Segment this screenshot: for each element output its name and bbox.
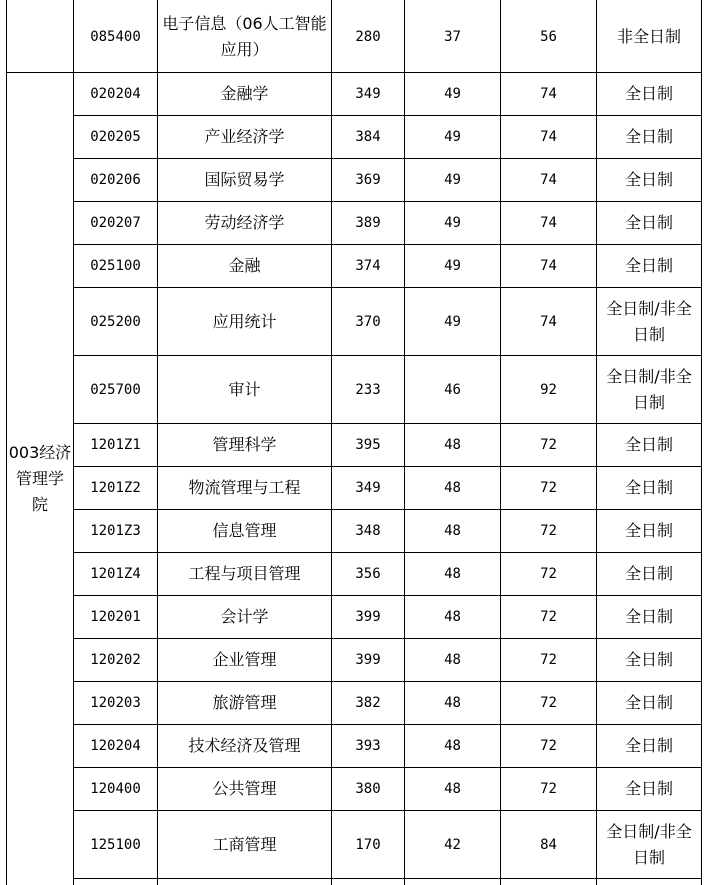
major-name <box>158 596 331 638</box>
single-subject-score-2-text: 72 <box>540 738 557 754</box>
major-code-text: 020204 <box>90 86 141 102</box>
major-code <box>74 639 157 681</box>
single-subject-score-1-text: 49 <box>444 258 461 274</box>
single-subject-score-1 <box>405 288 500 355</box>
single-subject-score-2-text: 72 <box>540 781 557 797</box>
single-subject-score-1-text: 48 <box>444 738 461 754</box>
single-subject-score-2-text: 72 <box>540 652 557 668</box>
study-mode-text: 全日制 <box>624 478 673 497</box>
major-name <box>158 356 331 423</box>
single-subject-score-1 <box>405 424 500 466</box>
major-name <box>158 553 331 595</box>
study-mode <box>597 73 701 115</box>
single-subject-score-1-text: 48 <box>444 652 461 668</box>
single-subject-score-2 <box>501 467 596 509</box>
study-mode <box>597 596 701 638</box>
study-mode <box>597 288 701 355</box>
single-subject-score-1-text: 48 <box>444 480 461 496</box>
major-code <box>74 356 157 423</box>
top-row-name <box>158 1 331 72</box>
major-code <box>74 510 157 552</box>
study-mode-text: 全日制 <box>624 170 673 189</box>
major-code-text: 1201Z1 <box>90 437 141 453</box>
single-subject-score-2-text: 72 <box>540 523 557 539</box>
single-subject-score-1-text: 49 <box>444 172 461 188</box>
single-subject-score-1 <box>405 202 500 244</box>
single-subject-score-1 <box>405 245 500 287</box>
single-subject-score-1 <box>405 356 500 423</box>
major-code <box>74 202 157 244</box>
study-mode-text: 日制 <box>632 324 665 344</box>
study-mode <box>597 245 701 287</box>
major-name <box>158 159 331 201</box>
major-name <box>158 288 331 355</box>
top-row-score <box>332 1 404 72</box>
single-subject-score-1 <box>405 768 500 810</box>
total-score-text: 349 <box>355 480 381 496</box>
single-subject-score-1 <box>405 467 500 509</box>
major-code <box>74 596 157 638</box>
total-score-text: 349 <box>355 86 381 102</box>
single-subject-score-2 <box>501 639 596 681</box>
major-code <box>74 811 157 878</box>
study-mode-text: 全日制 <box>624 779 673 798</box>
single-subject-score-2 <box>501 116 596 158</box>
major-name <box>158 510 331 552</box>
major-name <box>158 202 331 244</box>
single-subject-score-2-text: 72 <box>540 566 557 582</box>
major-name <box>158 73 331 115</box>
total-score <box>332 159 404 201</box>
single-subject-score-2 <box>501 159 596 201</box>
college-name-cell-text: 院 <box>31 495 48 514</box>
study-mode <box>597 768 701 810</box>
study-mode-text: 全日制 <box>624 564 673 583</box>
top-row-score-text: 280 <box>355 28 381 45</box>
major-code <box>74 159 157 201</box>
study-mode <box>597 553 701 595</box>
major-name-text: 工商管理 <box>212 834 277 854</box>
major-code <box>74 725 157 767</box>
study-mode <box>597 424 701 466</box>
single-subject-score-2-text: 72 <box>540 437 557 453</box>
single-subject-score-1-text: 48 <box>444 437 461 453</box>
total-score <box>332 73 404 115</box>
single-subject-score-2-text: 74 <box>540 215 557 231</box>
single-subject-score-1 <box>405 682 500 724</box>
total-score <box>332 768 404 810</box>
total-score <box>332 639 404 681</box>
major-name <box>158 467 331 509</box>
major-code <box>74 424 157 466</box>
major-name-text: 金融 <box>228 256 261 275</box>
single-subject-score-1-text: 48 <box>444 609 461 625</box>
single-subject-score-1-text: 49 <box>444 313 461 330</box>
top-row-code <box>74 1 157 72</box>
single-subject-score-2 <box>501 768 596 810</box>
total-score <box>332 424 404 466</box>
major-code <box>74 245 157 287</box>
major-name-text: 物流管理与工程 <box>188 478 301 497</box>
total-score-text: 382 <box>355 695 381 711</box>
total-score <box>332 725 404 767</box>
major-code <box>74 553 157 595</box>
single-subject-score-1 <box>405 725 500 767</box>
major-code-text: 1201Z2 <box>90 480 141 496</box>
single-subject-score-1 <box>405 811 500 878</box>
single-subject-score-2-text: 72 <box>540 480 557 496</box>
single-subject-score-1 <box>405 116 500 158</box>
study-mode <box>597 116 701 158</box>
single-subject-score-2 <box>501 682 596 724</box>
major-name-text: 管理科学 <box>212 435 277 454</box>
major-name-text: 金融学 <box>220 84 269 103</box>
single-subject-score-2-text: 74 <box>540 313 557 330</box>
study-mode-text: 全日制/非全 <box>606 298 692 318</box>
single-subject-score-1-text: 49 <box>444 215 461 231</box>
major-name <box>158 682 331 724</box>
major-code-text: 120203 <box>90 695 141 711</box>
study-mode-text: 全日制 <box>624 650 673 669</box>
major-name-text: 技术经济及管理 <box>188 736 301 755</box>
major-code-text: 120204 <box>90 738 141 754</box>
single-subject-score-1-text: 48 <box>444 523 461 539</box>
total-score <box>332 553 404 595</box>
single-subject-score-2-text: 84 <box>540 836 557 853</box>
study-mode-text: 日制 <box>632 847 665 867</box>
top-row-col5 <box>501 1 596 72</box>
single-subject-score-1 <box>405 596 500 638</box>
total-score <box>332 245 404 287</box>
major-code <box>74 73 157 115</box>
single-subject-score-2-text: 92 <box>540 381 557 398</box>
study-mode-text: 全日制 <box>624 256 673 275</box>
major-name <box>158 725 331 767</box>
single-subject-score-2 <box>501 596 596 638</box>
single-subject-score-1-text: 49 <box>444 129 461 145</box>
single-subject-score-2-text: 72 <box>540 695 557 711</box>
single-subject-score-1 <box>405 553 500 595</box>
single-subject-score-2-text: 74 <box>540 129 557 145</box>
major-code <box>74 682 157 724</box>
top-row-code-text: 085400 <box>90 28 141 45</box>
single-subject-score-2-text: 74 <box>540 258 557 274</box>
major-name <box>158 245 331 287</box>
single-subject-score-2 <box>501 510 596 552</box>
total-score <box>332 596 404 638</box>
top-row-col5-text: 56 <box>540 28 557 45</box>
total-score-text: 380 <box>355 781 381 797</box>
single-subject-score-2 <box>501 725 596 767</box>
major-code-text: 025700 <box>90 381 141 398</box>
major-name <box>158 639 331 681</box>
total-score-text: 384 <box>355 129 381 145</box>
total-score <box>332 116 404 158</box>
study-mode <box>597 725 701 767</box>
total-score-text: 399 <box>355 652 381 668</box>
single-subject-score-1-text: 42 <box>444 836 461 853</box>
total-score <box>332 288 404 355</box>
top-row-mode <box>597 1 701 72</box>
major-code-text: 120201 <box>90 609 141 625</box>
major-code <box>74 288 157 355</box>
study-mode-text: 全日制 <box>624 607 673 626</box>
major-code-text: 120400 <box>90 781 141 797</box>
study-mode <box>597 202 701 244</box>
major-name-text: 企业管理 <box>212 650 277 669</box>
major-name <box>158 424 331 466</box>
major-name-text: 旅游管理 <box>212 693 277 712</box>
major-name-text: 会计学 <box>220 607 269 626</box>
top-row-col4 <box>405 1 500 72</box>
total-score-text: 356 <box>355 566 381 582</box>
total-score-text: 233 <box>355 381 381 398</box>
top-row-name-text: 应用） <box>220 39 269 59</box>
total-score-text: 370 <box>355 313 381 330</box>
single-subject-score-1-text: 48 <box>444 695 461 711</box>
total-score <box>332 682 404 724</box>
study-mode-text: 全日制/非全 <box>606 366 692 386</box>
single-subject-score-2 <box>501 811 596 878</box>
major-code-text: 020207 <box>90 215 141 231</box>
single-subject-score-1-text: 49 <box>444 86 461 102</box>
top-row-name-text: 电子信息（06人工智能 <box>162 13 327 33</box>
major-name-text: 信息管理 <box>212 521 277 540</box>
study-mode-text: 全日制 <box>624 736 673 755</box>
major-code-text: 020206 <box>90 172 141 188</box>
study-mode <box>597 811 701 878</box>
top-row-mode-text: 非全日制 <box>616 26 681 46</box>
study-mode-text: 日制 <box>632 392 665 412</box>
total-score-text: 395 <box>355 437 381 453</box>
single-subject-score-1-text: 46 <box>444 381 461 398</box>
single-subject-score-2-text: 74 <box>540 86 557 102</box>
major-code-text: 020205 <box>90 129 141 145</box>
column-divider-7 <box>701 0 702 885</box>
single-subject-score-1 <box>405 639 500 681</box>
study-mode-text: 全日制 <box>624 213 673 232</box>
single-subject-score-2 <box>501 245 596 287</box>
total-score-text: 348 <box>355 523 381 539</box>
single-subject-score-2 <box>501 424 596 466</box>
major-name-text: 应用统计 <box>212 311 277 331</box>
major-code-text: 120202 <box>90 652 141 668</box>
major-name <box>158 116 331 158</box>
study-mode <box>597 467 701 509</box>
major-name-text: 工程与项目管理 <box>188 564 301 583</box>
total-score-text: 170 <box>355 836 381 853</box>
major-code <box>74 467 157 509</box>
study-mode <box>597 639 701 681</box>
total-score <box>332 811 404 878</box>
single-subject-score-2 <box>501 202 596 244</box>
major-name-text: 公共管理 <box>212 779 277 798</box>
major-name-text: 国际贸易学 <box>204 170 285 189</box>
study-mode-text: 全日制 <box>624 127 673 146</box>
total-score-text: 393 <box>355 738 381 754</box>
major-code <box>74 116 157 158</box>
college-name-cell-text: 管理学 <box>15 469 64 488</box>
single-subject-score-1-text: 48 <box>444 566 461 582</box>
total-score <box>332 356 404 423</box>
single-subject-score-2 <box>501 288 596 355</box>
major-name-text: 劳动经济学 <box>204 213 285 232</box>
major-code-text: 025200 <box>90 313 141 330</box>
study-mode-text: 全日制 <box>624 521 673 540</box>
major-code-text: 1201Z4 <box>90 566 141 582</box>
study-mode-text: 全日制 <box>624 84 673 103</box>
row-divider-17 <box>73 878 702 879</box>
total-score-text: 369 <box>355 172 381 188</box>
single-subject-score-2-text: 74 <box>540 172 557 188</box>
study-mode-text: 全日制/非全 <box>606 821 692 841</box>
college-name-cell-text: 003经济 <box>8 443 72 462</box>
study-mode-text: 全日制 <box>624 435 673 454</box>
major-name-text: 产业经济学 <box>204 127 285 146</box>
study-mode <box>597 510 701 552</box>
study-mode <box>597 682 701 724</box>
major-code-text: 125100 <box>90 836 141 853</box>
single-subject-score-2-text: 72 <box>540 609 557 625</box>
single-subject-score-1-text: 48 <box>444 781 461 797</box>
total-score-text: 374 <box>355 258 381 274</box>
total-score-text: 399 <box>355 609 381 625</box>
total-score-text: 389 <box>355 215 381 231</box>
single-subject-score-2 <box>501 356 596 423</box>
single-subject-score-1 <box>405 510 500 552</box>
major-name <box>158 811 331 878</box>
single-subject-score-2 <box>501 553 596 595</box>
college-name-cell <box>7 73 73 885</box>
total-score <box>332 202 404 244</box>
major-code-text: 1201Z3 <box>90 523 141 539</box>
single-subject-score-1 <box>405 159 500 201</box>
study-mode <box>597 159 701 201</box>
single-subject-score-1 <box>405 73 500 115</box>
study-mode <box>597 356 701 423</box>
top-row-col4-text: 37 <box>444 28 461 45</box>
study-mode-text: 全日制 <box>624 693 673 712</box>
major-name <box>158 768 331 810</box>
major-code-text: 025100 <box>90 258 141 274</box>
single-subject-score-2 <box>501 73 596 115</box>
total-score <box>332 510 404 552</box>
major-code <box>74 768 157 810</box>
major-name-text: 审计 <box>228 379 261 399</box>
total-score <box>332 467 404 509</box>
